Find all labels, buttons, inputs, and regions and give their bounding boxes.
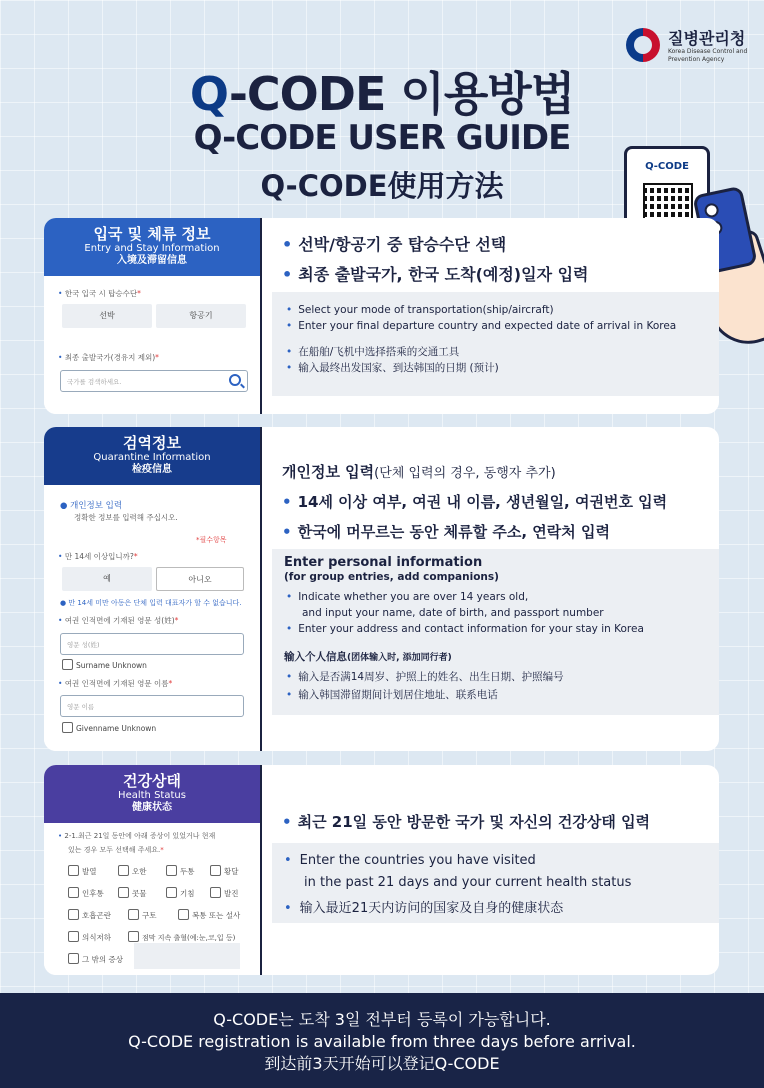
symptom-checkbox[interactable]: 발열: [68, 865, 97, 877]
footer-notice: [0, 993, 764, 1088]
footer-zh: 到达前3天开始可以登记Q-CODE: [264, 1054, 500, 1073]
ship-button[interactable]: 선박: [62, 304, 152, 328]
age-no-button[interactable]: 아니오: [156, 567, 244, 591]
symptom-checkbox[interactable]: 황달: [210, 865, 239, 877]
age-yes-button[interactable]: 예: [62, 567, 152, 591]
givenname-input[interactable]: 영문 이름: [60, 695, 244, 717]
info-icon: ●: [60, 599, 69, 607]
agency-name-ko: 질병관리청: [668, 29, 746, 48]
symptom-checkbox[interactable]: 인후통: [68, 887, 104, 899]
surname-unknown-checkbox[interactable]: Surname Unknown: [62, 659, 147, 670]
symptom-checkbox[interactable]: 의식저하: [68, 931, 111, 943]
symptom-checkbox[interactable]: 호흡곤란: [68, 909, 111, 921]
symptom-checkbox[interactable]: 오한: [118, 865, 147, 877]
symptom-checkbox[interactable]: 복통 또는 설사: [178, 909, 240, 921]
givenname-unknown-checkbox[interactable]: Givenname Unknown: [62, 722, 156, 733]
taegeuk-icon: [626, 28, 660, 62]
surname-input[interactable]: 영문 성(姓): [60, 633, 244, 655]
section-header: 검역정보 Quarantine Information 检疫信息: [44, 427, 260, 485]
aircraft-button[interactable]: 항공기: [156, 304, 246, 328]
page-title-ko: Q-CODE 이용방법: [189, 67, 575, 121]
qr-display-icon: Q-CODE: [624, 146, 710, 258]
symptom-checkbox[interactable]: 발진: [210, 887, 239, 899]
section-header: 건강상태 Health Status 健康状态: [44, 765, 260, 823]
page-title-en: Q-CODE USER GUIDE: [193, 118, 571, 158]
check-circle-icon: ●: [60, 501, 71, 511]
symptom-checkbox[interactable]: 두통: [166, 865, 195, 877]
other-symptom-input[interactable]: [134, 943, 240, 969]
agency-name-en: Korea Disease Control and Prevention Agency: [668, 48, 748, 63]
search-icon[interactable]: [229, 374, 241, 386]
section-quarantine: 검역정보 Quarantine Information 检疫信息 ● 개인정보 입력 정확한 정보를 입력해 주십시오. *필수항목 • 만 14세 이상입니까?* 예 아니오 ● 만 14세 미만 아동은 단체 입력 대표자가 할 수 없습니다. • 여권 인적면에 기재된 영문 성(姓)* 영문 성(姓) Surname Unknown • 여권 인적면에 기재된 영문 이름* 영문 이름 Givenname Unknown 개인정보 입력(단체 입력의 경우, 동행자 추가) • 14세 이상 여부, 여권 내 이름, 생년월일, 여권번호 입력 • 한국에 머무르는 동안 체류할 주소, 연락처 입력 Enter personal information (for group entries, add companions) • Indicate whether you are over 14 years old, and input your name, date of birth, and passport number • Enter your address and contact information for your stay in Korea 输入个人信息(团体输入时, 添加同行者) • 输入是否满14周岁、护照上的姓名、出生日期、护照编号 • 输入韩国滞留期间计划居住地址、联系电话: [44, 427, 719, 751]
symptom-checkbox[interactable]: 콧물: [118, 887, 147, 899]
country-search-input[interactable]: 국가를 검색하세요.: [60, 370, 248, 392]
symptom-checkbox[interactable]: 기침: [166, 887, 195, 899]
page-title-zh: Q-CODE使用方法: [260, 169, 504, 203]
footer-en: Q-CODE registration is available from three days before arrival.: [128, 1032, 636, 1051]
symptom-checkbox[interactable]: 점막 지속 출혈(예:눈,코,입 등): [128, 931, 235, 943]
symptom-checkbox[interactable]: 구토: [128, 909, 157, 921]
footer-ko: Q-CODE는 도착 3일 전부터 등록이 가능합니다.: [213, 1010, 551, 1029]
section-health-status: 건강상태 Health Status 健康状态 • 2-1.최근 21일 동안에 아래 증상이 있었거나 현재 있는 경우 모두 선택해 주세요.* 발열 오한 두통 황달 인후통 콧물 기침 발진 호흡곤란 구토 복통 또는 설사 의식저하 점막 지속 출혈(예:눈,코,입 등) 그 밖의 증상 • 최근 21일 동안 방문한 국가 및 자신의 건강상태 입력 • Enter the countries you have visited in the past 21 days and your current health status • 输入最近21天内访问的国家及自身的健康状态: [44, 765, 719, 975]
section-entry-stay: 입국 및 체류 정보 Entry and Stay Information 入境及滞留信息 • 한국 입국 시 탑승수단* 선박 항공기 • 최종 출발국가(경유지 제외)* 국가를 검색하세요. • 선박/항공기 중 탑승수단 선택 • 최종 출발국가, 한국 도착(예정)일자 입력 • Select your mode of transportation(ship/aircraft) • Enter your final departure country and expected date of arrival in Korea • 在船舶/飞机中选择搭乘的交通工具 • 输入最终出发国家、到达韩国的日期 (预计): [44, 218, 719, 414]
symptom-checkbox[interactable]: 그 밖의 증상: [68, 953, 123, 965]
section-header: 입국 및 체류 정보 Entry and Stay Information 入境及滞留信息: [44, 218, 260, 276]
